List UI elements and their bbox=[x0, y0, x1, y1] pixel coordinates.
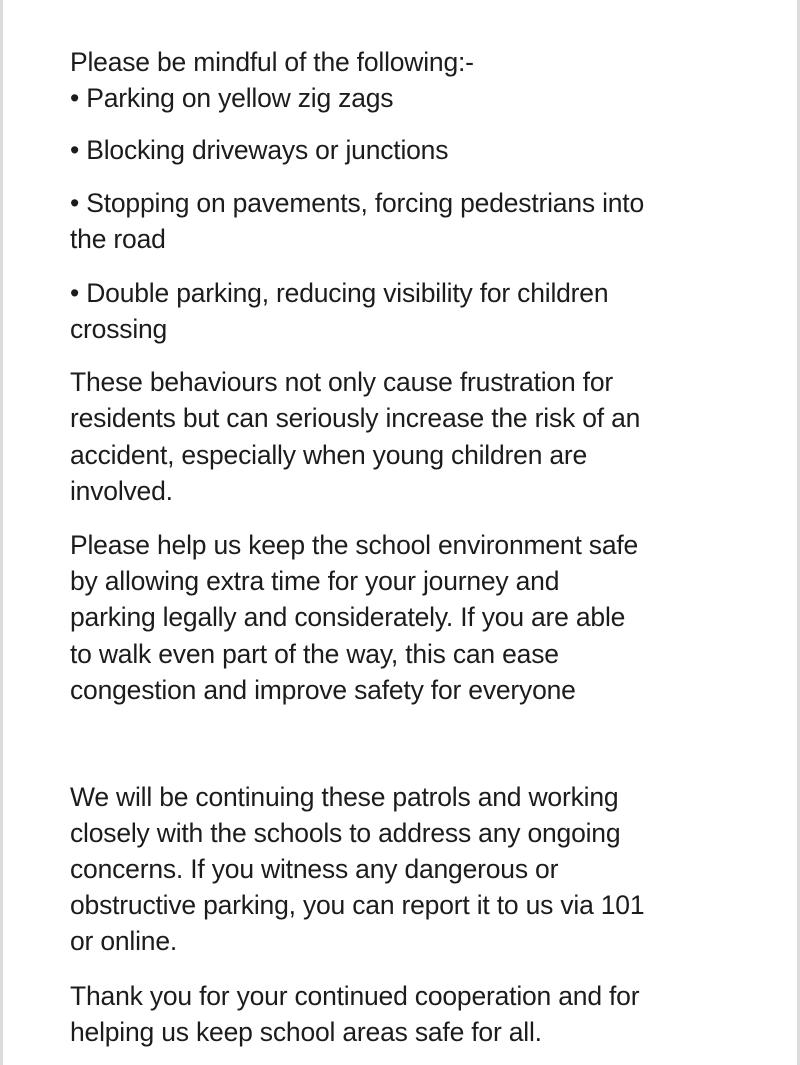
intro-text: Please be mindful of the following:- bbox=[70, 47, 474, 77]
paragraph-line: involved. bbox=[70, 476, 173, 506]
bullet-icon: • bbox=[70, 278, 80, 308]
bullet-item bbox=[70, 132, 448, 168]
paragraph-line: by allowing extra time for your journey and bbox=[70, 566, 560, 596]
bullet-text-continued: crossing bbox=[70, 314, 168, 344]
bullet-icon: • bbox=[70, 188, 80, 218]
paragraph-line: These behaviours not only cause frustration for bbox=[70, 367, 613, 397]
bullet-text: Double parking, reducing visibility for children bbox=[86, 278, 609, 308]
paragraph-line: or online. bbox=[70, 926, 178, 956]
bullet-text: Blocking driveways or junctions bbox=[86, 135, 449, 165]
bullet-item bbox=[70, 185, 644, 221]
bullet-icon: • bbox=[70, 83, 80, 113]
bullet-item bbox=[70, 275, 608, 311]
bullet-icon: • bbox=[70, 135, 80, 165]
paragraph-line: obstructive parking, you can report it to us via 101 bbox=[70, 890, 645, 920]
paragraph-line: congestion and improve safety for everyone bbox=[70, 675, 576, 705]
bullet-item bbox=[70, 80, 393, 116]
bullet-text: Parking on yellow zig zags bbox=[86, 83, 394, 113]
paragraph-line: closely with the schools to address any ongoing bbox=[70, 818, 621, 848]
bullet-text: Stopping on pavements, forcing pedestrians into bbox=[86, 188, 645, 218]
paragraph-line: Please help us keep the school environment safe bbox=[70, 530, 639, 560]
paragraph-line: parking legally and considerately. If you are able bbox=[70, 602, 626, 632]
paragraph-line: residents but can seriously increase the risk of an bbox=[70, 403, 641, 433]
paragraph-line: Thank you for your continued cooperation and for bbox=[70, 981, 640, 1011]
paragraph-line: We will be continuing these patrols and working bbox=[70, 782, 619, 812]
bullet-text-continued: the road bbox=[70, 224, 166, 254]
paragraph-line: accident, especially when young children are bbox=[70, 440, 588, 470]
left-border bbox=[0, 0, 3, 1065]
paragraph-line: to walk even part of the way, this can ease bbox=[70, 639, 559, 669]
paragraph-line: concerns. If you witness any dangerous or bbox=[70, 854, 559, 884]
paragraph-line: helping us keep school areas safe for all. bbox=[70, 1017, 542, 1047]
